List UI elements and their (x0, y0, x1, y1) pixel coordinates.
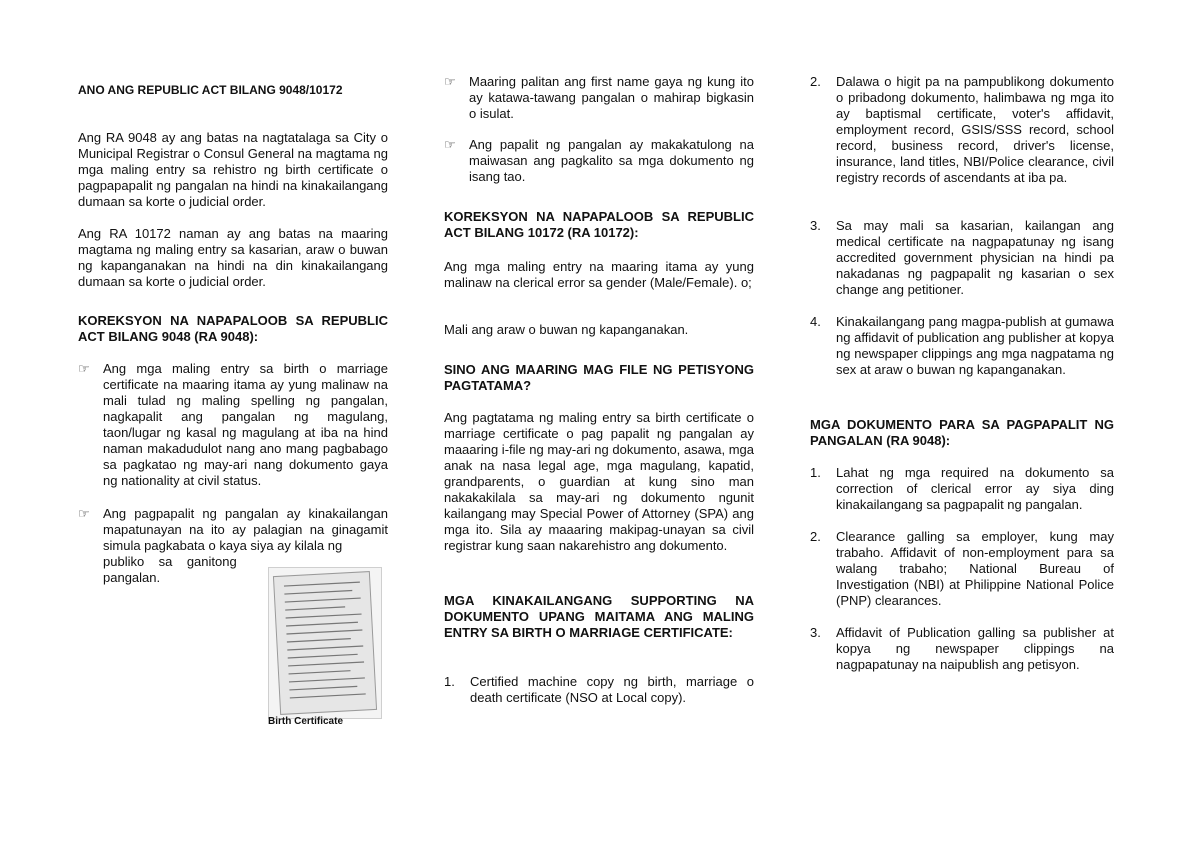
list-item (810, 314, 1114, 378)
birth-certificate-icon (269, 568, 381, 718)
list-item (810, 529, 1114, 609)
bullet-text: publiko sa ganitong (103, 554, 237, 569)
bullet-text: Ang mga maling entry sa birth o marriage certificate na maaring itama ay yung malinaw na mali tulad ng maling spelling ng pangalan, nagkapalit ang pangalan ng magulang, taon/lugar ng kasal ng magulang at iba na hind naman makadudulot nang ano mang pagbabago sa pagkatao ng may-ari nang dokumento gaya ng nationality at civil status. (103, 361, 388, 488)
list-item (810, 625, 1114, 673)
bullet-text: Maaring palitan ang first name gaya ng kung ito ay katawa-tawang pangalan o mahirap bigkasin o isulat. (469, 74, 754, 121)
list-text: Certified machine copy ng birth, marriage o death certificate (NSO at Local copy). (470, 674, 754, 705)
paragraph-ra10172: Ang RA 10172 naman ay ang batas na maaring magtama ng maling entry sa kasarian, araw o buwan ng kapanganakan na hindi na din kinakailangang dumaan sa korte o judicial order. (78, 226, 388, 289)
heading-ra9048-corrections: KOREKSYON NA NAPAPALOOB SA REPUBLIC ACT BILANG 9048 (RA 9048): (78, 313, 388, 344)
list-number: 1. (810, 465, 821, 480)
paragraph-birth-date: Mali ang araw o buwan ng kapanganakan. (444, 322, 689, 337)
list-number: 3. (810, 625, 821, 640)
list-item (444, 674, 754, 706)
list-item (810, 465, 1114, 513)
pointing-hand-icon: ☞ (444, 74, 456, 89)
bullet-text: pangalan. (103, 570, 161, 585)
heading-who-can-file: SINO ANG MAARING MAG FILE NG PETISYONG PAGTATAMA? (444, 362, 754, 393)
list-number: 1. (444, 674, 455, 689)
birth-certificate-image (268, 567, 382, 719)
bullet-item (444, 137, 754, 185)
list-number: 3. (810, 218, 821, 233)
list-text: Affidavit of Publication galling sa publisher at kopya ng newspaper clippings na nagpapatunay na naipublish ang petisyon. (836, 625, 1114, 672)
pointing-hand-icon: ☞ (78, 361, 90, 376)
list-text: Lahat ng mga required na dokumento sa correction of clerical error ay siya ding kinakailangang sa pagpapalit ng pangalan. (836, 465, 1114, 512)
list-text: Kinakailangang pang magpa-publish at gumawa ng affidavit of publication ang publisher at kopya ng newspaper clippings ang mga nagpatama ng sex at araw o buwan ng kapanganakan. (836, 314, 1114, 377)
bullet-text: Ang papalit ng pangalan ay makakatulong na maiwasan ang pagkalito sa mga dokumento ng isang tao. (469, 137, 754, 184)
list-number: 2. (810, 529, 821, 544)
list-item (810, 74, 1114, 186)
bullet-text: Ang pagpapalit ng pangalan ay kinakailangan mapatunayan na ito ay palagian na ginagamit simula pagkabata o kaya siya ay kilala ng (103, 506, 388, 553)
heading-name-change-documents: MGA DOKUMENTO PARA SA PAGPAPALIT NG PANGALAN (RA 9048): (810, 417, 1114, 448)
paragraph-who-can-file: Ang pagtatama ng maling entry sa birth certificate o marriage certificate o pag papalit ng pangalan ay maaaring i-file ng may-ari ng dokumento, asawa, mga anak na nasa legal age, mga magulang, kapatid, grandparents, o guardian at kung sino man nakakakilala sa may-ari ng dokumento ngunit kailangang may Special Power of Attorney (SPA) ang mga ito. Sila ay maaaring makipag-unayan sa civil registrar kung saan nakarehistro ang dokumento. (444, 410, 754, 553)
list-text: Dalawa o higit pa na pampublikong dokumento o pribadong dokumento, halimbawa ng mga ito ay baptismal certificate, voter's affidavit, employment record, GSIS/SSS record, school record, business record, driver's license, insurance, land titles, NBI/Police clearance, civil registry records of ascendants at iba pa. (836, 74, 1114, 185)
heading-ra10172-corrections: KOREKSYON NA NAPAPALOOB SA REPUBLIC ACT BILANG 10172 (RA 10172): (444, 209, 754, 240)
list-text: Clearance galling sa employer, kung may trabaho. Affidavit of non-employment para sa walang trabaho; National Bureau of Investigation (NBI) at Philippine National Police (PNP) clearances. (836, 529, 1114, 608)
pointing-hand-icon: ☞ (78, 506, 90, 521)
list-number: 4. (810, 314, 821, 329)
paragraph-ra9048: Ang RA 9048 ay ang batas na nagtatalaga sa City o Municipal Registrar o Consul General na magtama ng mga maling entry sa rehistro ng birth certificate o pagpapapalit ng pangalan na hindi na kinakailangang dumaan sa korte o judicial order. (78, 130, 388, 209)
image-caption: Birth Certificate (268, 716, 344, 727)
paragraph-clerical-error: Ang mga maling entry na maaring itama ay yung malinaw na clerical error sa gender (Male/Female). o; (444, 259, 754, 290)
heading-supporting-documents: MGA KINAKAILANGANG SUPPORTING NA DOKUMENTO UPANG MAITAMA ANG MALING ENTRY SA BIRTH O MARRIAGE CERTIFICATE: (444, 593, 754, 640)
bullet-item (444, 74, 754, 122)
list-text: Sa may mali sa kasarian, kailangan ang medical certificate na nagpapatunay ng isang accredited government physician na hindi pa nakadanas ng pagpapalit ng kasarian o sex change ang petitioner. (836, 218, 1114, 297)
pointing-hand-icon: ☞ (444, 137, 456, 152)
document-title: ANO ANG REPUBLIC ACT BILANG 9048/10172 (78, 83, 343, 97)
list-number: 2. (810, 74, 821, 89)
list-item (810, 218, 1114, 298)
bullet-item (78, 361, 388, 489)
